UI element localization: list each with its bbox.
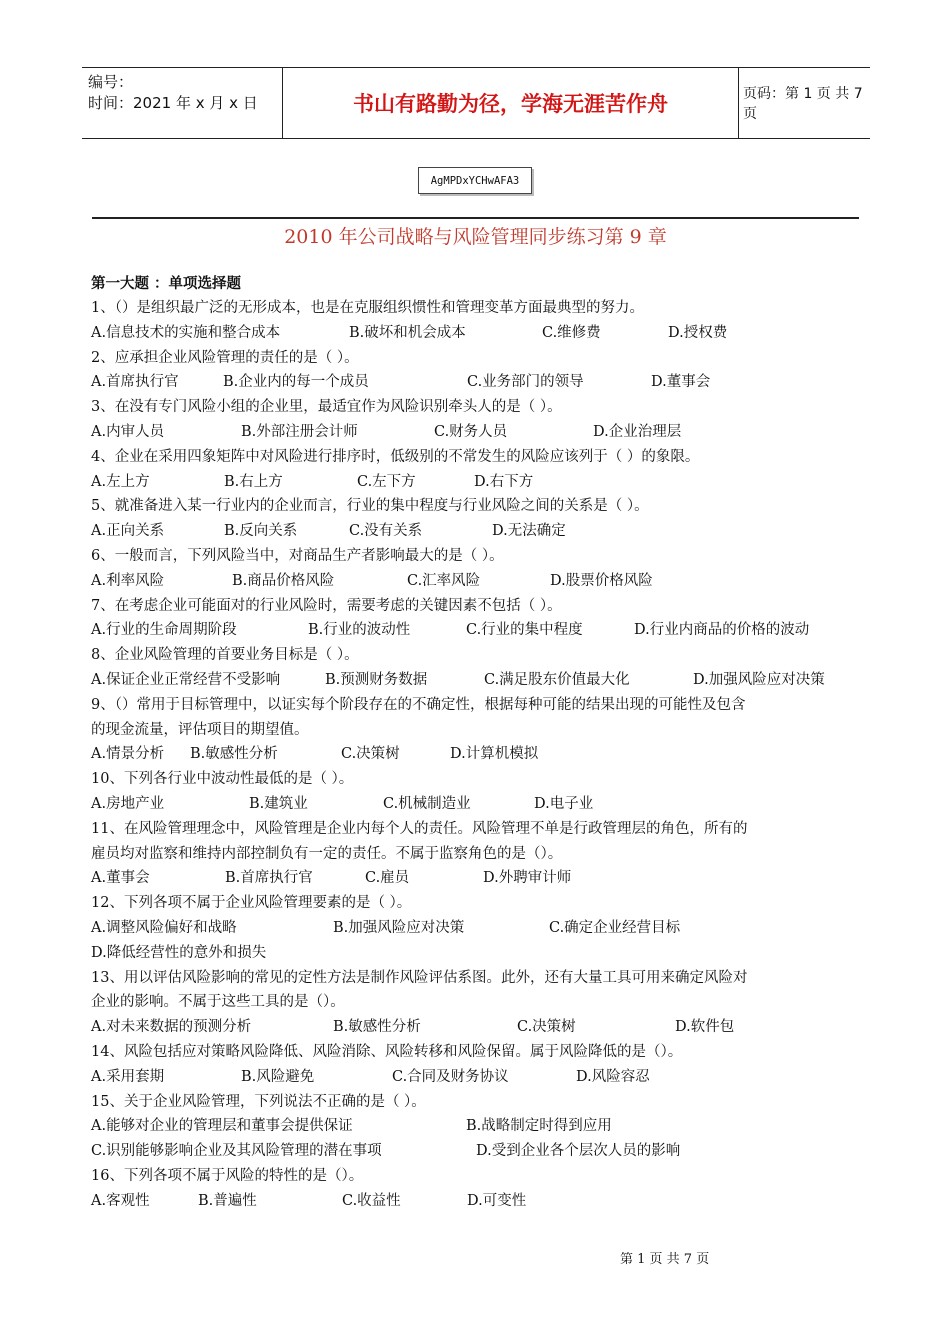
- answer-option: A.董事会: [91, 870, 150, 887]
- answer-option: D.电子业: [534, 795, 594, 812]
- answer-option: D.外聘审计师: [483, 870, 572, 887]
- answer-options-line: [91, 742, 866, 767]
- number-label: 编号：: [88, 73, 134, 91]
- answer-option: C.没有关系: [349, 523, 423, 540]
- answer-option: A.采用套期: [91, 1068, 165, 1085]
- question-lines: [91, 296, 866, 1213]
- answer-option: B.商品价格风险: [232, 572, 335, 589]
- answer-option: B.首席执行官: [225, 870, 313, 887]
- answer-option: A.首席执行官: [91, 374, 179, 391]
- answer-option: A.情景分析: [91, 746, 165, 763]
- section-title: 第一大题 ：单项选择题: [91, 276, 242, 292]
- answer-option: B.右上方: [224, 473, 283, 490]
- answer-options-line: [91, 370, 866, 395]
- answer-option: A.对未来数据的预测分析: [91, 1019, 252, 1036]
- answer-option: C.左下方: [357, 473, 416, 490]
- answer-option: D.董事会: [651, 374, 711, 391]
- answer-option: A.客观性: [91, 1192, 150, 1209]
- answer-option: A.房地产业: [91, 795, 165, 812]
- answer-option: C.雇员: [365, 870, 410, 887]
- motto: 书山有路勤为径，学海无涯苦作舟: [282, 68, 739, 138]
- question-text-line: 企业的影响。不属于这些工具的是（）。: [91, 994, 345, 1011]
- question-text-line: 3、在没有专门风险小组的企业里，最适宜作为风险识别牵头人的是（ ）。: [91, 399, 562, 416]
- answer-option: C.汇率风险: [407, 572, 481, 589]
- answer-option: D.加强风险应对决策: [693, 671, 825, 688]
- answer-option: D.授权费: [668, 324, 728, 341]
- header-meta: [88, 72, 278, 114]
- answer-options-line: [91, 792, 866, 817]
- answer-option: D.计算机模拟: [450, 746, 539, 763]
- question-text-line: 4、企业在采用四象矩阵中对风险进行排序时，低级别的不常发生的风险应该列于（ ）的象限。: [91, 448, 700, 465]
- answer-option: B.敏感性分析: [190, 746, 278, 763]
- question-text-line: D.降低经营性的意外和损失: [91, 944, 267, 961]
- answer-option: C.收益性: [342, 1192, 401, 1209]
- answer-option: B.破坏和机会成本: [349, 324, 466, 341]
- answer-options-line: [91, 1015, 866, 1040]
- question-text-line: 15、关于企业风险管理，下列说法不正确的是（ ）。: [91, 1093, 426, 1110]
- answer-option: B.加强风险应对决策: [333, 919, 465, 936]
- answer-option: B.外部注册会计师: [241, 423, 358, 440]
- question-text-line: 8、企业风险管理的首要业务目标是（ ）。: [91, 647, 359, 664]
- page-info: 页码：第 1 页 共 7 页: [743, 86, 863, 122]
- answer-options-line: [91, 916, 866, 941]
- answer-option: B.企业内的每一个成员: [223, 374, 369, 391]
- answer-option: B.战略制定时得到应用: [466, 1118, 612, 1135]
- answer-options-line: [91, 1139, 866, 1164]
- question-text-line: 9、（）常用于目标管理中，以证实每个阶段存在的不确定性，根据每种可能的结果出现的可能性及包含: [91, 696, 746, 713]
- question-list: [91, 272, 866, 1213]
- answer-options-line: [91, 470, 866, 495]
- answer-option: D.右下方: [474, 473, 534, 490]
- answer-option: C.合同及财务协议: [392, 1068, 509, 1085]
- header-table: [82, 67, 870, 139]
- answer-option: A.保证企业正常经营不受影响: [91, 671, 281, 688]
- answer-options-line: [91, 519, 866, 544]
- answer-option: D.风险容忍: [576, 1068, 650, 1085]
- answer-option: A.信息技术的实施和整合成本: [91, 324, 281, 341]
- answer-option: A.能够对企业的管理层和董事会提供保证: [91, 1118, 353, 1135]
- answer-option: D.企业治理层: [593, 423, 682, 440]
- answer-option: C.机械制造业: [383, 795, 471, 812]
- answer-option: D.行业内商品的价格的波动: [634, 622, 810, 639]
- answer-option: D.股票价格风险: [550, 572, 653, 589]
- answer-option: B.普遍性: [198, 1192, 257, 1209]
- answer-option: C.行业的集中程度: [466, 622, 583, 639]
- question-text-line: 14、风险包括应对策略风险降低、风险消除、风险转移和风险保留。属于风险降低的是（）。: [91, 1043, 683, 1060]
- document-title: 2010 年公司战略与风险管理同步练习第 9 章: [284, 226, 667, 248]
- answer-options-line: [91, 420, 866, 445]
- answer-options-line: [91, 321, 866, 346]
- answer-option: A.正向关系: [91, 523, 165, 540]
- question-text-line: 雇员均对监察和维持内部控制负有一定的责任。不属于监察角色的是（）。: [91, 845, 563, 862]
- answer-options-line: [91, 668, 866, 693]
- answer-option: C.满足股东价值最大化: [484, 671, 630, 688]
- answer-option: B.行业的波动性: [308, 622, 411, 639]
- answer-option: C.维修费: [542, 324, 601, 341]
- answer-option: D.软件包: [675, 1019, 735, 1036]
- answer-option: A.左上方: [91, 473, 150, 490]
- answer-option: D.无法确定: [492, 523, 566, 540]
- answer-option: B.风险避免: [241, 1068, 315, 1085]
- question-text-line: 的现金流量，评估项目的期望值。: [91, 721, 309, 738]
- document-code: AgMPDxYCHwAFA3: [418, 167, 532, 194]
- answer-options-line: [91, 866, 866, 891]
- answer-options-line: [91, 569, 866, 594]
- question-text-line: 11、在风险管理理念中，风险管理是企业内每个人的责任。风险管理不单是行政管理层的角色，所有的: [91, 820, 748, 837]
- answer-option: A.利率风险: [91, 572, 165, 589]
- question-text-line: 16、下列各项不属于风险的特性的是（）。: [91, 1167, 364, 1184]
- answer-options-line: [91, 1065, 866, 1090]
- question-text-line: 5、就准备进入某一行业内的企业而言，行业的集中程度与行业风险之间的关系是（ ）。: [91, 498, 649, 515]
- answer-options-line: [91, 618, 866, 643]
- answer-option: D.受到企业各个层次人员的影响: [476, 1143, 681, 1160]
- question-text-line: 2、应承担企业风险管理的责任的是（ ）。: [91, 349, 359, 366]
- title-rule: [92, 217, 859, 219]
- answer-option: C.财务人员: [434, 423, 508, 440]
- question-text-line: 10、下列各行业中波动性最低的是（ ）。: [91, 771, 354, 788]
- answer-options-line: [91, 1189, 866, 1214]
- answer-option: C.决策树: [341, 746, 400, 763]
- answer-option: D.可变性: [467, 1192, 527, 1209]
- answer-options-line: [91, 1114, 866, 1139]
- answer-option: B.建筑业: [249, 795, 308, 812]
- time-label: 时间：2021 年 x 月 x 日: [88, 94, 258, 112]
- answer-option: C.决策树: [517, 1019, 576, 1036]
- question-text-line: 1、（）是组织最广泛的无形成本，也是在克服组织惯性和管理变革方面最典型的努力。: [91, 300, 644, 316]
- answer-option: A.调整风险偏好和战略: [91, 919, 237, 936]
- answer-option: C.业务部门的领导: [467, 374, 584, 391]
- question-text-line: 12、下列各项不属于企业风险管理要素的是（ ）。: [91, 895, 412, 912]
- answer-option: B.反向关系: [224, 523, 298, 540]
- answer-option: A.内审人员: [91, 423, 165, 440]
- answer-option: B.敏感性分析: [333, 1019, 421, 1036]
- page-footer: 第 1 页 共 7 页: [620, 1252, 710, 1267]
- answer-option: C.识别能够影响企业及其风险管理的潜在事项: [91, 1143, 382, 1160]
- question-text-line: 13、用以评估风险影响的常见的定性方法是制作风险评估系图。此外，还有大量工具可用来确定风险对: [91, 969, 748, 986]
- answer-option: B.预测财务数据: [325, 671, 428, 688]
- answer-option: C.确定企业经营目标: [549, 919, 681, 936]
- question-text-line: 7、在考虑企业可能面对的行业风险时，需要考虑的关键因素不包括（ ）。: [91, 597, 562, 614]
- question-text-line: 6、一般而言，下列风险当中，对商品生产者影响最大的是（ ）。: [91, 547, 504, 564]
- answer-option: A.行业的生命周期阶段: [91, 622, 237, 639]
